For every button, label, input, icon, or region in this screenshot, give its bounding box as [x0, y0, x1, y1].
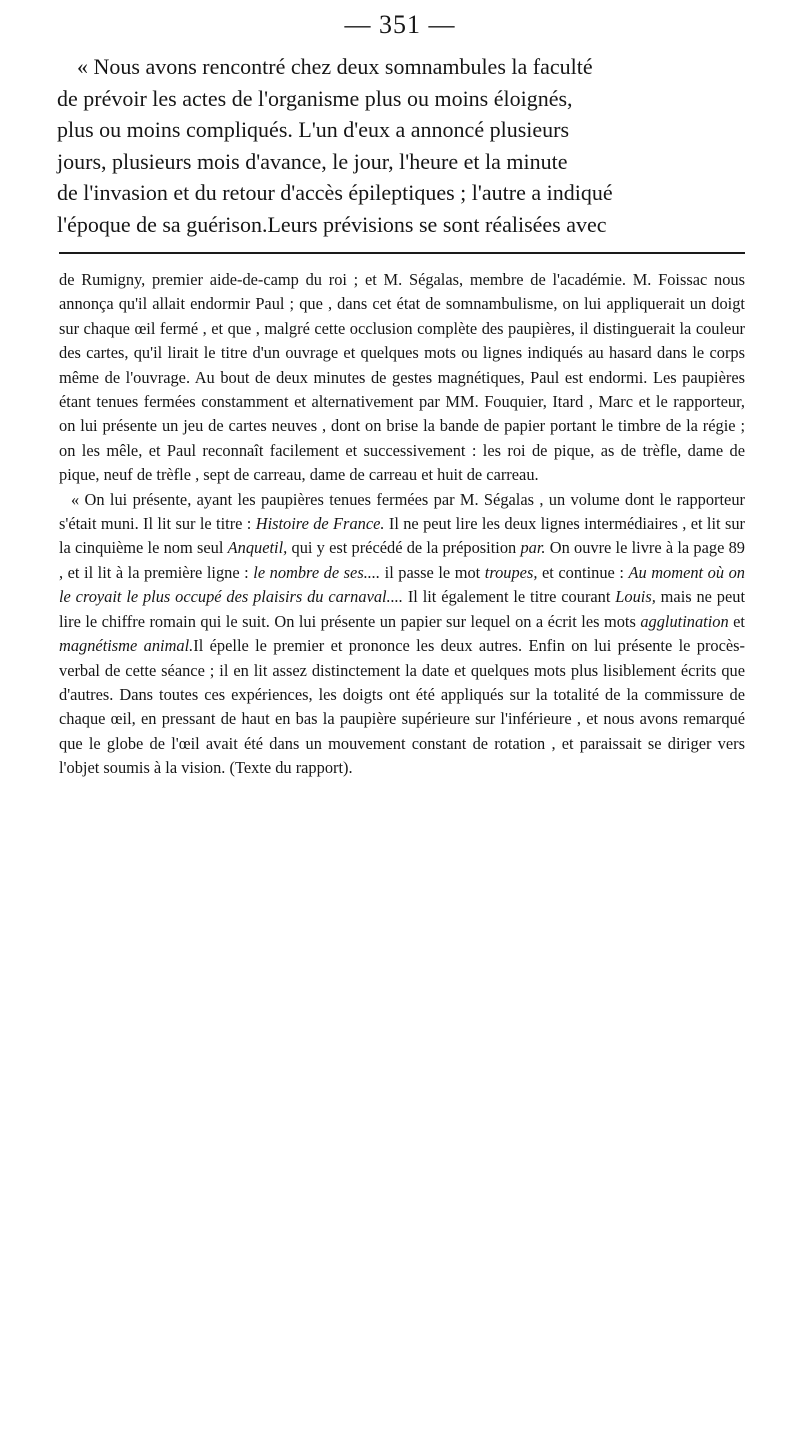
- italic-word: agglutination: [640, 611, 729, 631]
- footnote-paragraph: [59, 488, 745, 781]
- footnote-text: il passe le mot: [384, 562, 481, 582]
- main-text-line: plus ou moins compliqués. L'un d'eux a annoncé plusieurs: [57, 117, 570, 143]
- italic-word: troupes,: [484, 562, 538, 582]
- italic-word: par.: [520, 538, 546, 558]
- footnote-text: Il épelle le premier et prononce les deux autres. Enfin on lui présente le procès-verbal de cette séance ; il en lit assez distinctement la date et quelques mots plus lisiblement écrits que d'autres. Dans toutes ces expériences, les doigts ont été appliqués sur la totalité de la commissure de chaque œil, en pressant de haut en bas la paupière supérieure sur l'inférieure , et nous avons remarqué que le globe de l'œil avait été dans un mouvement constant de rotation , et paraissait se diriger vers l'objet soumis à la vision. (Texte du rapport).: [59, 636, 745, 778]
- footnote-text: et: [733, 611, 745, 631]
- footnote-text: Il lit également le titre courant: [407, 587, 611, 607]
- main-text-line: l'époque de sa guérison.Leurs prévisions se sont réalisées avec: [57, 211, 607, 237]
- italic-word: magnétisme animal.: [59, 636, 194, 656]
- footnote-text: Il ne peut lire les deux lignes intermédiaires , et lit sur la cinquième le nom seul: [59, 514, 745, 558]
- book-title: Histoire de France.: [255, 514, 385, 534]
- page-number: — 351 —: [344, 10, 456, 39]
- main-text-line: de l'invasion et du retour d'accès épileptiques ; l'autre a indiqué: [57, 180, 613, 206]
- footnote-text: mais ne peut lire le chiffre romain qui le suit. On lui présente un papier sur lequel on a écrit les mots: [59, 587, 745, 631]
- author-name: Anquetil,: [227, 538, 288, 558]
- quoted-text: le nombre de ses....: [253, 562, 381, 582]
- main-text-line: jours, plusieurs mois d'avance, le jour, l'heure et la minute: [57, 148, 568, 174]
- footnote-separator: [59, 252, 745, 254]
- footnote: [59, 268, 745, 781]
- footnote-text: et continue :: [541, 562, 624, 582]
- footnote-paragraph: de Rumigny, premier aide-de-camp du roi ; et M. Ségalas, membre de l'académie. M. Foissac nous annonça qu'il allait endormir Paul ; que , dans cet état de somnambulisme, on lui appliquerait un doigt sur chaque œil fermé , et que , malgré cette occlusion complète des paupières, il distinguerait la couleur des cartes, qu'il lirait le titre d'un ouvrage et quelques mots ou lignes indiqués au hasard dans le corps même de l'ouvrage. Au bout de deux minutes de gestes magnétiques, Paul est endormi. Les paupières étant tenues fermées constamment et alternativement par MM. Fouquier, Itard , Marc et le rapporteur, on lui présente un jeu de cartes neuves , dont on brise la bande de papier portant le timbre de la régie ; on les mêle, et Paul reconnaît facilement et successivement : les roi de pique, as de trèfle, dame de pique, neuf de trèfle , sept de carreau, dame de carreau et huit de carreau.: [59, 270, 745, 485]
- main-text: [57, 51, 747, 241]
- main-text-line: « Nous avons rencontré chez deux somnambules la faculté: [77, 54, 593, 79]
- running-title: Louis,: [615, 587, 656, 607]
- main-text-line: de prévoir les actes de l'organisme plus ou moins éloignés,: [57, 85, 573, 111]
- footnote-text: On ouvre le livre à la page 89 , et il lit à la première ligne :: [59, 538, 745, 582]
- footnote-text: qui y est précédé de la préposition: [291, 538, 517, 558]
- quoted-text: Au moment où on le croyait le plus occupé des plaisirs du carnaval....: [59, 562, 745, 607]
- footnote-text: « On lui présente, ayant les paupières tenues fermées par M. Ségalas , un volume dont le rapporteur s'était muni. Il lit sur le titre :: [59, 489, 745, 534]
